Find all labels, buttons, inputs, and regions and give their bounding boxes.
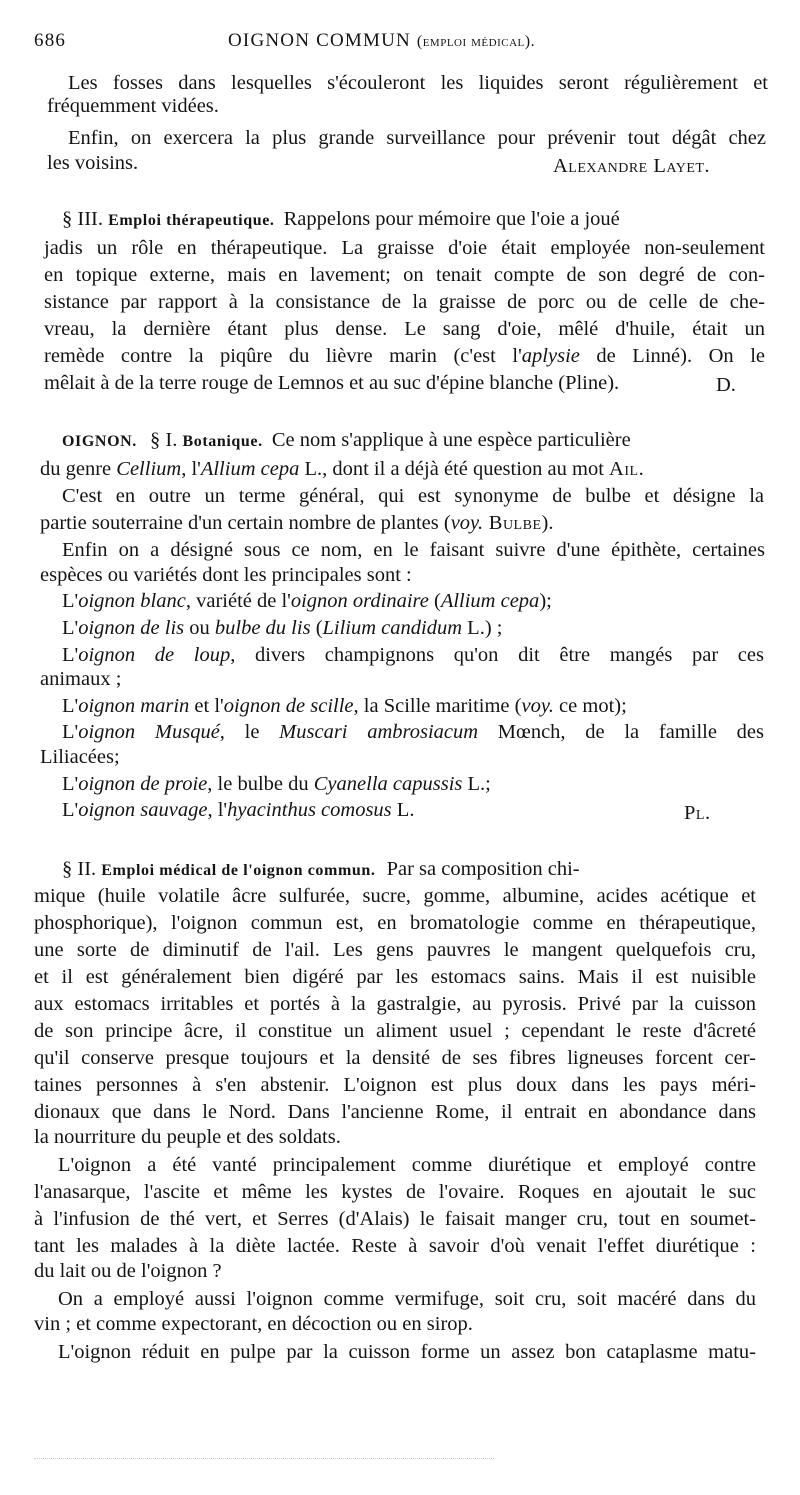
section2-line-3: phosphorique), l'oignon commun est, en bromatologie comme en thérapeutique, bbox=[34, 912, 756, 934]
intro-signature: Alexandre Layet. bbox=[553, 155, 711, 177]
section2-p3-line-1: On a employé aussi l'oignon comme vermifuge, soit cru, soit macéré dans du bbox=[58, 1288, 756, 1310]
section3-signature: D. bbox=[716, 374, 736, 396]
section2-p3-line-2: vin ; et comme expectorant, en décoction ou en sirop. bbox=[34, 1313, 473, 1335]
text-run: , l' bbox=[207, 799, 228, 821]
variety-line-2 bbox=[62, 615, 502, 641]
section-heading: Botanique. bbox=[182, 433, 263, 450]
text-run: L.) ; bbox=[462, 617, 503, 639]
italic-term: oignon de lis bbox=[78, 617, 185, 639]
text-run: ce mot); bbox=[553, 695, 627, 717]
section2-line-5: et il est généralement bien digéré par les estomacs sains. Mais il est nuisible bbox=[34, 966, 756, 988]
italic-term: hyacinthus comosus bbox=[227, 799, 392, 821]
text-run: et l' bbox=[189, 695, 224, 717]
section2-p4-line-1: L'oignon réduit en pulpe par la cuisson forme un assez bon cataplasme matu- bbox=[58, 1341, 756, 1363]
intro-line-1: Les fosses dans lesquelles s'écouleront les liquides seront régulièrement et bbox=[68, 72, 768, 94]
text-run: ou bbox=[184, 617, 215, 639]
section2-line-10: dionaux que dans le Nord. Dans l'ancienne Rome, il entrait en abondance dans bbox=[34, 1101, 756, 1123]
italic-term: voy. bbox=[450, 512, 484, 534]
section-number: II. bbox=[77, 858, 97, 880]
italic-term: oignon marin bbox=[78, 695, 190, 717]
small-caps-term: Ail. bbox=[609, 458, 645, 480]
section3-line-4: sistance par rapport à la consistance de la graisse de porc ou de celle de che- bbox=[44, 291, 765, 313]
text-run: Mœnch, de la famille des bbox=[478, 721, 764, 743]
section2-text: Par sa composition chi- bbox=[386, 858, 580, 880]
italic-term: oignon de scille bbox=[223, 695, 354, 717]
section-symbol: § bbox=[62, 858, 73, 880]
intro-line-4: les voisins. bbox=[47, 152, 139, 174]
entry-title: OIGNON. bbox=[62, 433, 137, 450]
section2-p2-line-2: l'anasarque, l'ascite et même les kystes de l'ovaire. Roques en ajoutait le suc bbox=[34, 1181, 756, 1203]
text-run: L., dont il a déjà été question au mot bbox=[299, 458, 610, 480]
italic-term: Allium cepa bbox=[440, 590, 540, 612]
section2-p2-line-5: du lait ou de l'oignon ? bbox=[34, 1260, 222, 1282]
section3-line-2: jadis un rôle en thérapeutique. La graisse d'oie était employée non-seulement bbox=[44, 237, 765, 259]
section-number: III. bbox=[77, 208, 103, 230]
section2-line-11: la nourriture du peuple et des soldats. bbox=[34, 1126, 341, 1148]
section2-p2-line-1: L'oignon a été vanté principalement comme diurétique et employé contre bbox=[58, 1154, 756, 1176]
section2-line-9: taines personnes à s'en abstenir. L'oignon est plus doux dans les pays méri- bbox=[34, 1074, 756, 1096]
oignon-signature: Pl. bbox=[684, 802, 711, 824]
variety-line-4 bbox=[62, 693, 627, 719]
italic-term: bulbe du lis bbox=[214, 617, 311, 639]
text-run: , variété de l' bbox=[185, 590, 291, 612]
section-heading: Emploi thérapeutique. bbox=[108, 212, 275, 229]
italic-term: Cellium bbox=[116, 458, 182, 480]
oignon-line-3: C'est en outre un terme général, qui est synonyme de bulbe et désigne la bbox=[62, 485, 764, 507]
text-run: ( bbox=[428, 590, 441, 612]
section2-p2-line-4: tant les malades à la diète lactée. Reste à savoir d'où venait l'effet diurétique : bbox=[34, 1235, 756, 1257]
text-run: L' bbox=[62, 695, 79, 717]
italic-term: oignon de loup bbox=[78, 644, 231, 666]
italic-term: aplysie bbox=[521, 345, 580, 367]
section3-line-1 bbox=[62, 206, 620, 234]
running-title-sub: (emploi médical). bbox=[416, 33, 536, 50]
section-symbol: § bbox=[62, 208, 73, 230]
section3-text: Rappelons pour mémoire que l'oie a joué bbox=[283, 208, 620, 230]
italic-term: Allium cepa bbox=[200, 458, 300, 480]
section3-line-6 bbox=[44, 343, 765, 369]
oignon-line-6: espèces ou variétés dont les principales sont : bbox=[40, 564, 412, 586]
text-run: L.; bbox=[462, 773, 491, 795]
section2-line-7: de son principe âcre, il constitue un aliment usuel ; cependant le reste d'âcreté bbox=[34, 1020, 756, 1042]
section2-p2-line-3: à l'infusion de thé vert, et Serres (d'Alais) le faisait manger cru, tout en soumet- bbox=[34, 1208, 756, 1230]
variety-line-5 bbox=[62, 719, 764, 745]
italic-term: Lilium candidum bbox=[322, 617, 463, 639]
italic-term: voy. bbox=[521, 695, 554, 717]
italic-term: oignon blanc bbox=[78, 590, 186, 612]
variety-line-3 bbox=[62, 642, 764, 668]
section2-line-4: une sorte de diminutif de l'ail. Les gens pauvres le mangent quelquefois cru, bbox=[34, 939, 756, 961]
oignon-line-5: Enfin on a désigné sous ce nom, en le faisant suivre d'une épithète, certaines bbox=[62, 539, 765, 561]
intro-line-3: Enfin, on exercera la plus grande surveillance pour prévenir tout dégât chez bbox=[68, 127, 766, 149]
oignon-text: Ce nom s'applique à une espèce particulière bbox=[271, 429, 631, 451]
text-run: L' bbox=[62, 773, 79, 795]
text-run: remède contre la piqûre du lièvre marin (c'est l' bbox=[44, 345, 522, 367]
variety-line-3b: animaux ; bbox=[40, 668, 122, 690]
italic-term: oignon de proie bbox=[78, 773, 208, 795]
italic-term: oignon ordinaire bbox=[290, 590, 429, 612]
section3-line-5: vreau, la dernière étant plus dense. Le sang d'oie, mêlé d'huile, était un bbox=[44, 318, 765, 340]
italic-term: oignon Musqué bbox=[78, 721, 220, 743]
variety-line-6 bbox=[62, 771, 491, 797]
text-run: L' bbox=[62, 617, 79, 639]
variety-line-7 bbox=[62, 797, 414, 823]
section2-line-8: qu'il conserve presque toujours et la densité de ses fibres ligneuses forcent cer- bbox=[34, 1047, 756, 1069]
oignon-line-4 bbox=[40, 510, 553, 536]
oignon-line-2 bbox=[40, 456, 644, 482]
text-run: de Linné). On le bbox=[579, 345, 766, 367]
variety-line-1 bbox=[62, 588, 552, 614]
text-run: , la Scille maritime ( bbox=[353, 695, 522, 717]
text-run: , l' bbox=[181, 458, 201, 480]
italic-term: Cyanella capussis bbox=[313, 773, 463, 795]
text-run: , divers champignons qu'on dit être mangés par ces bbox=[230, 644, 764, 666]
text-run: L' bbox=[62, 644, 79, 666]
oignon-line-1 bbox=[62, 427, 631, 455]
text-run: L. bbox=[391, 799, 415, 821]
section-symbol: § bbox=[150, 429, 161, 451]
text-run: , le bbox=[219, 721, 280, 743]
text-run: L' bbox=[62, 721, 79, 743]
section2-line-2: mique (huile volatile âcre sulfurée, sucre, gomme, albumine, acides acétique et bbox=[34, 885, 756, 907]
scan-artifact-line bbox=[34, 1458, 494, 1459]
section3-line-3: en topique externe, mais en lavement; on tenait compte de son degré de con- bbox=[44, 264, 765, 286]
page-number: 686 bbox=[34, 30, 67, 51]
section2-line-6: aux estomacs irritables et portés à la gastralgie, au pyrosis. Privé par la cuisson bbox=[34, 993, 756, 1015]
text-run: ). bbox=[541, 512, 554, 534]
intro-line-2: fréquemment vidées. bbox=[47, 95, 219, 117]
section-number: I. bbox=[165, 429, 178, 451]
text-run: partie souterraine d'un certain nombre de plantes ( bbox=[40, 512, 451, 534]
section-heading: Emploi médical de l'oignon commun. bbox=[101, 862, 376, 879]
text-run: du genre bbox=[40, 458, 117, 480]
running-title-main: OIGNON COMMUN bbox=[228, 30, 411, 51]
text-run: ); bbox=[539, 590, 552, 612]
text-run: L' bbox=[62, 590, 79, 612]
italic-term: Muscari ambrosiacum bbox=[279, 721, 479, 743]
section3-line-7: mêlait à de la terre rouge de Lemnos et au suc d'épine blanche (Pline). bbox=[44, 372, 620, 394]
section2-line-1 bbox=[62, 856, 580, 884]
text-run: , le bulbe du bbox=[207, 773, 314, 795]
text-run: ( bbox=[310, 617, 323, 639]
small-caps-term: Bulbe bbox=[483, 512, 542, 534]
text-run: L' bbox=[62, 799, 79, 821]
variety-line-5b: Liliacées; bbox=[40, 746, 120, 768]
running-title bbox=[228, 30, 535, 52]
italic-term: oignon sauvage bbox=[78, 799, 208, 821]
